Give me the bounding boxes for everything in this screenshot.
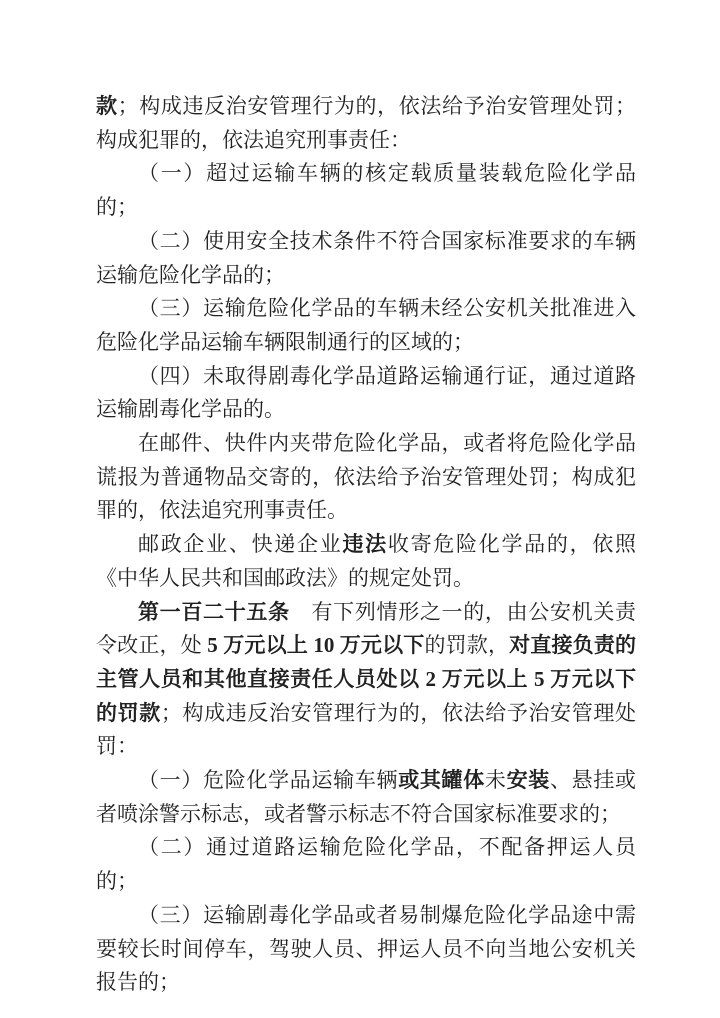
bold-text-run: 第一百二十五条 (138, 599, 290, 624)
paragraph (96, 360, 636, 427)
text-run: （四）未取得剧毒化学品道路运输通行证，通过道路运输剧毒化学品的。 (96, 363, 636, 422)
text-run: （一）危险化学品运输车辆 (138, 768, 399, 793)
text-run: （一）超过运输车辆的核定载质量装载危险化学品的； (96, 161, 636, 220)
text-run: 在邮件、快件内夹带危险化学品，或者将危险化学品谎报为普通物品交寄的，依法给予治安管理处罚；构成犯罪的，依法追究刑事责任。 (96, 431, 636, 523)
bold-text-run: 款 (96, 94, 118, 118)
paragraph (96, 831, 636, 898)
text-run: 收寄危险化学品的，依照《中华人民共和国邮政法》的规定处罚。 (96, 532, 637, 590)
paragraph (96, 90, 636, 157)
bold-text-run: 或其罐体 (398, 768, 485, 793)
text-run: （二）通过道路运输危险化学品，不配备押运人员的； (96, 835, 636, 894)
text-run: （三）运输剧毒化学品或者易制爆危险化学品途中需要较长时间停车，驾驶人员、押运人员不向当地公安机关报告的； (96, 902, 636, 995)
text-run: 邮政企业、快递企业 (138, 532, 343, 557)
text-run: 的罚款， (424, 633, 510, 658)
paragraph (96, 292, 636, 359)
paragraph (96, 225, 636, 292)
text-run: ；构成违反治安管理行为的，依法给予治安管理处罚： (96, 700, 636, 759)
text-run: 未 (484, 768, 507, 793)
paragraph (96, 899, 636, 1000)
text-run: （三）运输危险化学品的车辆未经公安机关批准进入危险化学品运输车辆限制通行的区域的； (96, 296, 636, 354)
text-run: 、悬挂或者喷涂警示标志，或者警示标志不符合国家标准要求的； (96, 768, 637, 826)
paragraph (96, 764, 636, 831)
bold-text-run: 5 万元以上 10 万元以下 (207, 633, 425, 658)
bold-text-run: 对直接负责的主管人员和其他直接责任人员处以 2 万元以上 5 万元以下的罚款 (96, 633, 637, 725)
paragraph (96, 596, 636, 765)
document-body (96, 90, 636, 1000)
bold-text-run: 违法 (342, 532, 388, 557)
paragraph (96, 427, 636, 528)
paragraph (96, 157, 636, 224)
text-run: 有下列情形之一的，由公安机关责令改正，处 (96, 599, 637, 658)
paragraph (96, 528, 636, 595)
text-run: ；构成违反治安管理行为的，依法给予治安管理处罚；构成犯罪的，依法追究刑事责任： (96, 94, 636, 152)
text-run: （二）使用安全技术条件不符合国家标准要求的车辆运输危险化学品的； (96, 228, 636, 287)
bold-text-run: 安装 (506, 768, 550, 793)
